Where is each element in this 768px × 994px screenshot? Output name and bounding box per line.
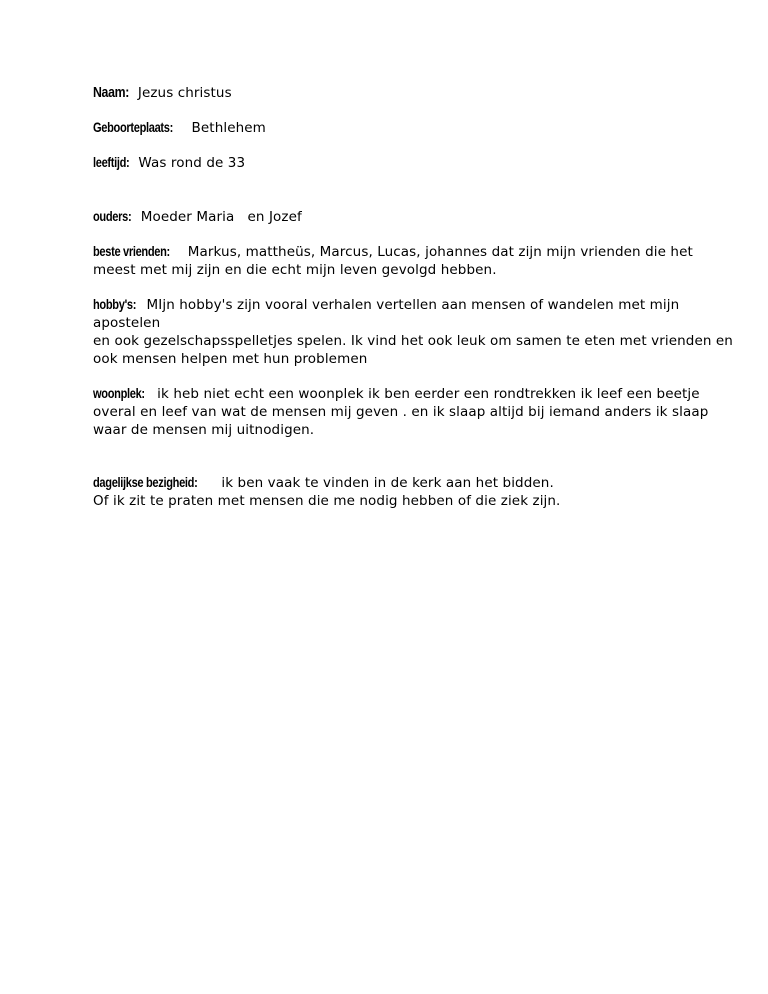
document-page [93, 84, 733, 510]
field-ouders [93, 208, 733, 226]
value-beste-vrienden: Markus, mattheüs, Marcus, Lucas, johannes dat zijn mijn vrienden die het meest met mij zijn en die echt mijn leven gevolgd hebben. [93, 244, 693, 278]
value-geboorteplaats: Bethlehem [191, 120, 266, 136]
field-naam [93, 84, 733, 102]
value-ouders: Moeder Maria en Jozef [140, 209, 302, 225]
field-geboorteplaats [93, 119, 733, 137]
value-naam: Jezus christus [137, 85, 232, 101]
label-geboorteplaats: Geboorteplaats: [93, 120, 173, 135]
field-leeftijd [93, 154, 733, 172]
label-woonplek: woonplek: [93, 386, 145, 401]
label-dagelijkse-bezigheid: dagelijkse bezigheid: [93, 475, 198, 490]
label-naam: Naam: [93, 84, 129, 101]
field-beste-vrienden [93, 243, 733, 279]
label-ouders: ouders: [93, 209, 132, 224]
field-woonplek [93, 385, 733, 439]
value-hobbys: MIjn hobby's zijn vooral verhalen vertellen aan mensen of wandelen met mijn apostelen [93, 297, 680, 331]
label-hobbys: hobby's: [93, 297, 137, 312]
field-hobbys [93, 296, 733, 368]
value-woonplek: ik heb niet echt een woonplek ik ben eerder een rondtrekken ik leef een beetje overal en leef van wat de mensen mij geven . en ik slaap altijd bij iemand anders ik slaap waar de mensen mij uitnodigen. [93, 386, 709, 438]
value-leeftijd: Was rond de 33 [138, 155, 246, 171]
label-leeftijd: leeftijd: [93, 155, 130, 170]
label-beste-vrienden: beste vrienden: [93, 244, 170, 259]
value-dagelijkse-bezigheid-continued: Of ik zit te praten met mensen die me nodig hebben of die ziek zijn. [93, 493, 561, 509]
value-dagelijkse-bezigheid: ik ben vaak te vinden in de kerk aan het bidden. [221, 475, 554, 491]
field-dagelijkse-bezigheid [93, 474, 733, 510]
value-hobbys-continued: en ook gezelschapsspelletjes spelen. Ik vind het ook leuk om samen te eten met vrienden en ook mensen helpen met hun problemen [93, 333, 733, 367]
